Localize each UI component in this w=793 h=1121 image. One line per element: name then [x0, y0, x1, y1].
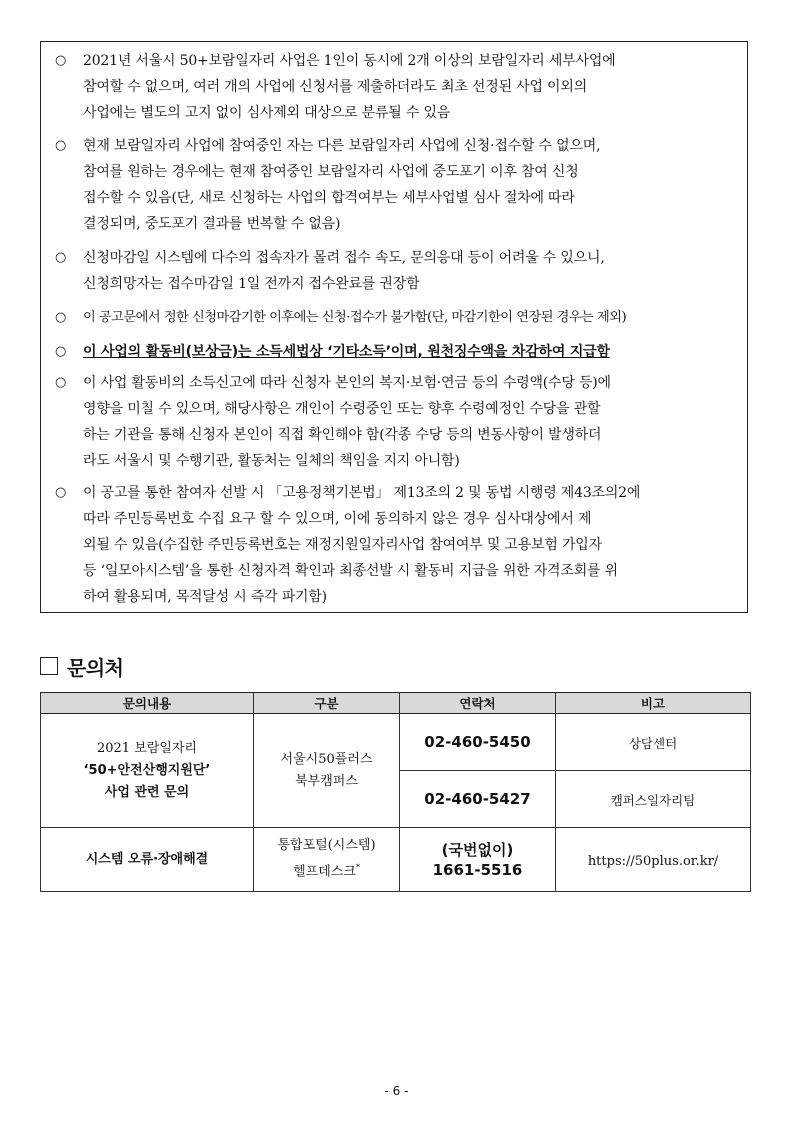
inquiry-line-bold: 사업 관련 문의	[104, 784, 190, 800]
page-number: - 6 -	[384, 1084, 409, 1098]
remark-text: 캠퍼스일자리팀	[610, 792, 696, 808]
remark-text: 상담센터	[628, 735, 678, 751]
header-category: 구분	[254, 693, 400, 714]
inquiry-cell	[41, 828, 254, 892]
remark-cell	[556, 771, 751, 828]
category-line-wrap	[254, 857, 399, 883]
notice-item	[55, 480, 737, 610]
bullet-icon: ○	[55, 53, 67, 68]
website-link[interactable]: https://50plus.or.kr/	[587, 854, 719, 869]
bullet-icon: ○	[55, 485, 67, 500]
notice-text: 신청마감일 시스템에 다수의 접속자가 몰려 접수 속도, 문의응대 등이 어려울 수 있으니, 신청희망자는 접수마감일 1일 전까지 접수완료를 권장함	[83, 250, 605, 292]
notice-item	[55, 370, 737, 474]
phone-number: 02-460-5450	[424, 733, 531, 751]
table-row	[41, 714, 751, 771]
category-cell	[254, 714, 400, 828]
notice-text: 이 사업의 활동비(보상금)는 소득세법상 ‘기타소득’이며, 원천징수액을 차감하여 지급함	[83, 344, 610, 360]
notice-box	[40, 41, 748, 613]
category-line: 북부캠퍼스	[295, 773, 358, 789]
notice-text: 이 사업 활동비의 소득신고에 따라 신청자 본인의 복지·보험·연금 등의 수령액(수당 등)에 영향을 미칠 수 있으며, 해당사항은 개인이 수령중인 또는 향후 수령예정인 수당을 관할 하는 기관을 통해 신청자 본인이 직접 확인해야 함(각종 수당 등의 변동사항이 발생하더 라도 서울시 및 수행기관, 활동처는 일체의 책임을 지지 아니함)	[83, 375, 611, 469]
bullet-icon: ○	[55, 310, 67, 325]
category-cell	[254, 828, 400, 892]
category-line: 통합포털(시스템)	[277, 838, 376, 854]
footnote-mark: *	[355, 863, 360, 873]
category-line: 서울시50플러스	[280, 751, 373, 767]
bullet-icon: ○	[55, 344, 67, 359]
inquiry-line-bold: ‘50+안전산행지원단’	[83, 762, 211, 778]
table-row	[41, 828, 751, 892]
notice-item	[55, 48, 737, 126]
notice-text: 이 공고를 통한 참여자 선발 시 「고용정책기본법」 제13조의 2 및 동법 시행령 제43조의2에 따라 주민등록번호 수집 요구 할 수 있으며, 이에 동의하지 않은 경우 심사대상에서 제 외될 수 있음(수집한 주민등록번호는 재정지원일자리사업 참여여부 및 고용보험 가입자 등 ‘일모아시스템’을 통한 신청자격 확인과 최종선발 시 활동비 지급을 위한 자격조회를 위 하여 활용되며, 목적달성 시 즉각 파기함)	[83, 485, 641, 605]
inquiry-line: 2021 보람일자리	[96, 740, 197, 756]
header-inquiry: 문의내용	[41, 693, 254, 714]
notice-text: 현재 보람일자리 사업에 참여중인 자는 다른 보람일자리 사업에 신청·접수할 수 없으며, 참여를 원하는 경우에는 현재 참여중인 보람일자리 사업에 중도포기 이후 참여 신청 접수할 수 있음(단, 새로 신청하는 사업의 합격여부는 세부사업별 심사 절차에 따라 결정되며, 중도포기 결과를 번복할 수 없음)	[83, 138, 601, 232]
table-header-row	[41, 693, 751, 714]
bullet-icon: ○	[55, 250, 67, 265]
section-title: 문의처	[67, 655, 124, 680]
inquiry-cell	[41, 714, 254, 828]
notice-text: 2021년 서울시 50+보람일자리 사업은 1인이 동시에 2개 이상의 보람일자리 세부사업에 참여할 수 없으며, 여러 개의 사업에 신청서를 제출하더라도 최초 선정된 사업 이외의 사업에는 별도의 고지 없이 심사제외 대상으로 분류될 수 있음	[83, 53, 616, 121]
contact-table	[40, 692, 751, 892]
section-heading	[40, 652, 123, 680]
category-line: 헬프데스크	[293, 864, 356, 880]
phone-number: 02-460-5427	[424, 790, 531, 808]
phone-number: 1661-5516	[432, 860, 523, 879]
phone-prefix: (국번없이)	[441, 840, 514, 859]
phone-cell	[400, 771, 556, 828]
notice-item-highlight	[55, 339, 737, 365]
remark-cell	[556, 714, 751, 771]
header-contact: 연락처	[400, 693, 556, 714]
bullet-icon: ○	[55, 375, 67, 390]
phone-cell	[400, 828, 556, 892]
inquiry-text-bold: 시스템 오류·장애해결	[85, 852, 209, 867]
notice-item	[55, 305, 737, 331]
notice-text: 이 공고문에서 정한 신청마감기한 이후에는 신청·접수가 불가함(단, 마감기한이 연장된 경우는 제외)	[83, 310, 627, 325]
notice-item	[55, 245, 737, 297]
remark-cell[interactable]	[556, 828, 751, 892]
notice-item	[55, 133, 737, 237]
phone-cell	[400, 714, 556, 771]
header-remark: 비고	[556, 693, 751, 714]
bullet-icon: ○	[55, 138, 67, 153]
checkbox-square-icon	[40, 657, 58, 675]
